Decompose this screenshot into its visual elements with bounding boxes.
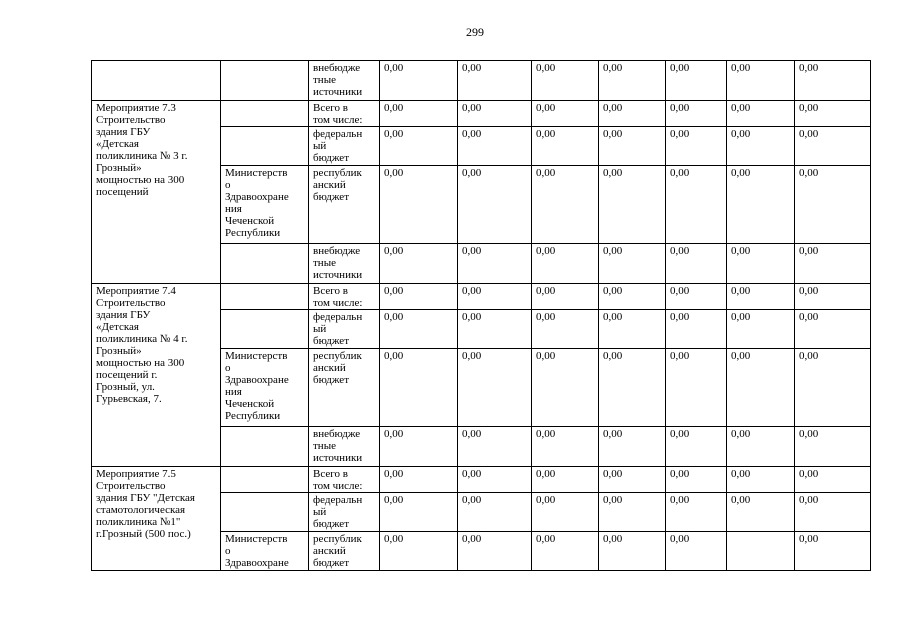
amount-cell: 0,00 bbox=[666, 349, 727, 427]
ministry-cell bbox=[221, 127, 309, 166]
ministry-cell bbox=[221, 101, 309, 127]
amount-cell: 0,00 bbox=[532, 166, 599, 244]
ministry-cell: Министерств о Здравоохране bbox=[221, 532, 309, 571]
funding-source-cell: республик анский бюджет bbox=[309, 532, 380, 571]
amount-cell: 0,00 bbox=[380, 349, 458, 427]
amount-cell: 0,00 bbox=[727, 427, 795, 467]
amount-cell: 0,00 bbox=[458, 127, 532, 166]
table-row bbox=[92, 467, 871, 493]
amount-cell: 0,00 bbox=[532, 101, 599, 127]
amount-cell: 0,00 bbox=[599, 493, 666, 532]
amount-cell: 0,00 bbox=[795, 284, 871, 310]
amount-cell: 0,00 bbox=[599, 244, 666, 284]
amount-cell: 0,00 bbox=[795, 244, 871, 284]
amount-cell: 0,00 bbox=[795, 467, 871, 493]
ministry-cell bbox=[221, 310, 309, 349]
amount-cell: 0,00 bbox=[727, 349, 795, 427]
amount-cell: 0,00 bbox=[458, 284, 532, 310]
amount-cell: 0,00 bbox=[532, 349, 599, 427]
ministry-cell: Министерств о Здравоохране ния Чеченской Республики bbox=[221, 349, 309, 427]
amount-cell: 0,00 bbox=[458, 467, 532, 493]
amount-cell: 0,00 bbox=[795, 427, 871, 467]
ministry-cell bbox=[221, 284, 309, 310]
amount-cell: 0,00 bbox=[599, 284, 666, 310]
amount-cell: 0,00 bbox=[727, 493, 795, 532]
page-number: 299 bbox=[466, 25, 484, 39]
amount-cell: 0,00 bbox=[599, 310, 666, 349]
amount-cell: 0,00 bbox=[666, 284, 727, 310]
amount-cell: 0,00 bbox=[458, 244, 532, 284]
ministry-cell: Министерств о Здравоохране ния Чеченской Республики bbox=[221, 166, 309, 244]
amount-cell: 0,00 bbox=[727, 166, 795, 244]
amount-cell: 0,00 bbox=[599, 532, 666, 571]
funding-source-cell: республик анский бюджет bbox=[309, 349, 380, 427]
amount-cell: 0,00 bbox=[380, 310, 458, 349]
amount-cell: 0,00 bbox=[666, 244, 727, 284]
amount-cell: 0,00 bbox=[599, 166, 666, 244]
amount-cell: 0,00 bbox=[532, 127, 599, 166]
amount-cell: 0,00 bbox=[666, 310, 727, 349]
event-cell-empty bbox=[92, 61, 221, 101]
amount-cell: 0,00 bbox=[380, 127, 458, 166]
table-row bbox=[92, 61, 871, 101]
amount-cell: 0,00 bbox=[599, 349, 666, 427]
funding-source-cell: республик анский бюджет bbox=[309, 166, 380, 244]
amount-cell: 0,00 bbox=[458, 427, 532, 467]
amount-cell: 0,00 bbox=[380, 493, 458, 532]
amount-cell: 0,00 bbox=[599, 427, 666, 467]
amount-cell: 0,00 bbox=[666, 101, 727, 127]
amount-cell: 0,00 bbox=[380, 467, 458, 493]
amount-cell bbox=[727, 532, 795, 571]
ministry-cell bbox=[221, 61, 309, 101]
amount-cell: 0,00 bbox=[795, 310, 871, 349]
amount-cell: 0,00 bbox=[380, 101, 458, 127]
funding-source-cell: федеральн ый бюджет bbox=[309, 493, 380, 532]
ministry-cell bbox=[221, 427, 309, 467]
amount-cell: 0,00 bbox=[532, 532, 599, 571]
amount-cell: 0,00 bbox=[727, 101, 795, 127]
amount-cell: 0,00 bbox=[458, 101, 532, 127]
amount-cell: 0,00 bbox=[666, 127, 727, 166]
budget-table-body bbox=[92, 61, 871, 571]
amount-cell: 0,00 bbox=[380, 284, 458, 310]
amount-cell: 0,00 bbox=[666, 166, 727, 244]
amount-cell: 0,00 bbox=[795, 127, 871, 166]
amount-cell: 0,00 bbox=[727, 284, 795, 310]
amount-cell: 0,00 bbox=[795, 349, 871, 427]
amount-cell: 0,00 bbox=[458, 166, 532, 244]
amount-cell: 0,00 bbox=[666, 493, 727, 532]
amount-cell: 0,00 bbox=[599, 61, 666, 101]
funding-source-cell: федеральн ый бюджет bbox=[309, 310, 380, 349]
funding-source-cell: внебюдже тные источники bbox=[309, 61, 380, 101]
amount-cell: 0,00 bbox=[532, 310, 599, 349]
amount-cell: 0,00 bbox=[795, 61, 871, 101]
amount-cell: 0,00 bbox=[532, 244, 599, 284]
amount-cell: 0,00 bbox=[727, 467, 795, 493]
amount-cell: 0,00 bbox=[458, 493, 532, 532]
ministry-cell bbox=[221, 493, 309, 532]
amount-cell: 0,00 bbox=[458, 310, 532, 349]
funding-source-cell: федеральн ый бюджет bbox=[309, 127, 380, 166]
amount-cell: 0,00 bbox=[795, 493, 871, 532]
amount-cell: 0,00 bbox=[380, 427, 458, 467]
amount-cell: 0,00 bbox=[727, 61, 795, 101]
table-row bbox=[92, 101, 871, 127]
amount-cell: 0,00 bbox=[599, 467, 666, 493]
amount-cell: 0,00 bbox=[532, 427, 599, 467]
amount-cell: 0,00 bbox=[795, 166, 871, 244]
amount-cell: 0,00 bbox=[666, 61, 727, 101]
amount-cell: 0,00 bbox=[458, 349, 532, 427]
amount-cell: 0,00 bbox=[380, 532, 458, 571]
amount-cell: 0,00 bbox=[727, 127, 795, 166]
event-name-cell: Мероприятие 7.5 Строительство здания ГБУ "Детская стамотологическая поликлиника №1" г.Грозный (500 пос.) bbox=[92, 467, 221, 571]
amount-cell: 0,00 bbox=[380, 61, 458, 101]
amount-cell: 0,00 bbox=[727, 244, 795, 284]
funding-source-cell: Всего в том числе: bbox=[309, 467, 380, 493]
amount-cell: 0,00 bbox=[795, 532, 871, 571]
funding-source-cell: внебюдже тные источники bbox=[309, 427, 380, 467]
amount-cell: 0,00 bbox=[727, 310, 795, 349]
amount-cell: 0,00 bbox=[458, 61, 532, 101]
amount-cell: 0,00 bbox=[666, 427, 727, 467]
amount-cell: 0,00 bbox=[532, 61, 599, 101]
amount-cell: 0,00 bbox=[666, 532, 727, 571]
budget-table bbox=[91, 60, 871, 571]
event-name-cell: Мероприятие 7.3 Строительство здания ГБУ «Детская поликлиника № 3 г. Грозный» мощностью на 300 посещений bbox=[92, 101, 221, 284]
amount-cell: 0,00 bbox=[532, 284, 599, 310]
amount-cell: 0,00 bbox=[599, 101, 666, 127]
amount-cell: 0,00 bbox=[380, 166, 458, 244]
amount-cell: 0,00 bbox=[458, 532, 532, 571]
amount-cell: 0,00 bbox=[599, 127, 666, 166]
funding-source-cell: Всего в том числе: bbox=[309, 284, 380, 310]
ministry-cell bbox=[221, 244, 309, 284]
event-name-cell: Мероприятие 7.4 Строительство здания ГБУ «Детская поликлиника № 4 г. Грозный» мощностью на 300 посещений г. Грозный, ул. Гурьевская, 7. bbox=[92, 284, 221, 467]
funding-source-cell: Всего в том числе: bbox=[309, 101, 380, 127]
funding-source-cell: внебюдже тные источники bbox=[309, 244, 380, 284]
amount-cell: 0,00 bbox=[666, 467, 727, 493]
ministry-cell bbox=[221, 467, 309, 493]
amount-cell: 0,00 bbox=[380, 244, 458, 284]
amount-cell: 0,00 bbox=[532, 467, 599, 493]
table-row bbox=[92, 284, 871, 310]
amount-cell: 0,00 bbox=[795, 101, 871, 127]
amount-cell: 0,00 bbox=[532, 493, 599, 532]
